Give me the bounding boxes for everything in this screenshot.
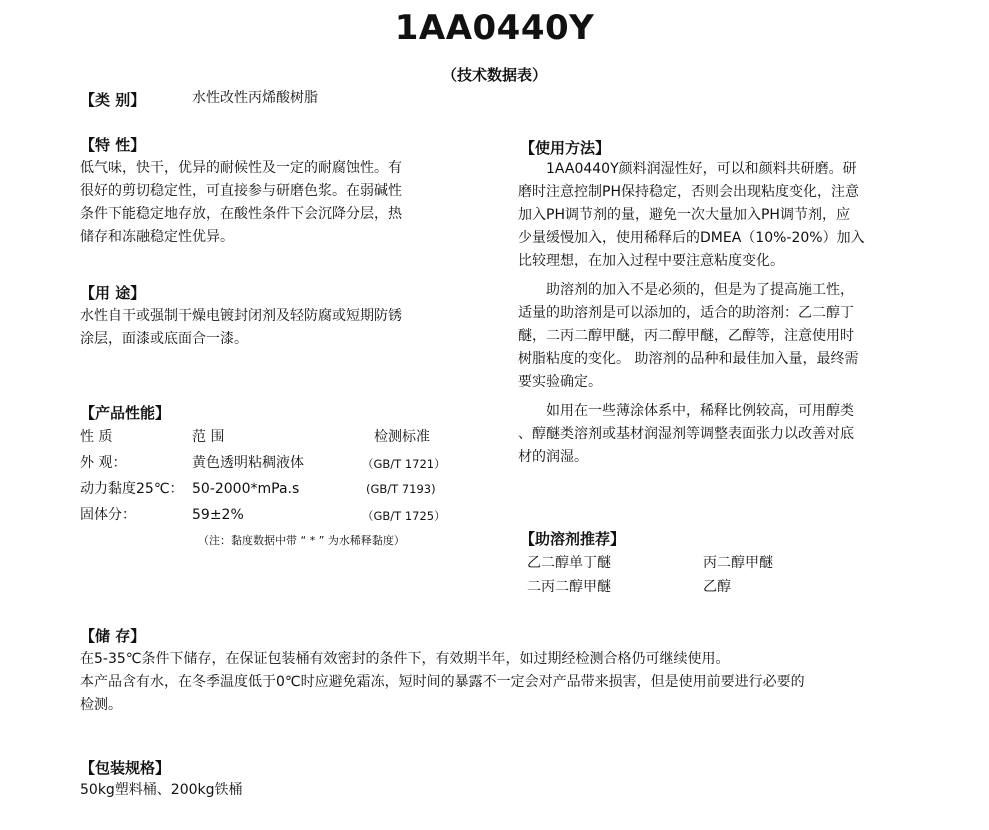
- method-heading: 【使用方法】: [520, 139, 611, 157]
- performance-col-range: 范 围: [192, 429, 225, 445]
- performance-col-property: 性 质: [80, 429, 113, 445]
- method-line: 少量缓慢加入，使用稀释后的DMEA（10%-20%）加入: [518, 230, 865, 246]
- packaging-value: 50kg塑料桶、200kg铁桶: [80, 782, 243, 798]
- features-text: [80, 157, 402, 249]
- row-viscosity-range: 50-2000*mPa.s: [192, 481, 300, 497]
- method-line: 树脂粘度的变化。 助溶剂的品种和最佳加入量，最终需: [518, 351, 859, 367]
- usage-line: 水性自干或强制干燥电镀封闭剂及轻防腐或短期防锈: [80, 308, 402, 324]
- method-line: 适量的助溶剂是可以添加的，适合的助溶剂：乙二醇丁: [518, 305, 854, 321]
- performance-heading: 【产品性能】: [80, 404, 171, 422]
- usage-heading: 【用 途】: [80, 284, 146, 302]
- method-line: 要实验确定。: [518, 374, 602, 390]
- storage-line: 检测。: [80, 697, 122, 713]
- storage-line: 本产品含有水，在冬季温度低于0℃时应避免霜冻，短时间的暴露不一定会对产品带来损害，但是使用前要进行必要的: [80, 674, 805, 690]
- storage-text: [80, 648, 940, 717]
- method-line: 醚，二丙二醇甲醚，丙二醇甲醚，乙醇等，注意使用时: [518, 328, 854, 344]
- row-appearance-property: 外 观：: [80, 455, 127, 471]
- row-solids-range: 59±2%: [192, 507, 244, 523]
- row-viscosity-property: 动力黏度25℃：: [80, 481, 184, 497]
- row-appearance-standard: （GB/T 1721）: [362, 457, 446, 471]
- cosolvent-item: 丙二醇甲醚: [703, 555, 773, 571]
- method-line: 助溶剂的加入不是必须的，但是为了提高施工性，: [546, 282, 854, 298]
- document-title: 1AA0440Y: [394, 8, 595, 48]
- row-solids-property: 固体分：: [80, 507, 136, 523]
- features-line: 低气味，快干，优异的耐候性及一定的耐腐蚀性。有: [80, 160, 402, 176]
- method-line: 如用在一些薄涂体系中，稀释比例较高，可用醇类: [546, 403, 854, 419]
- method-line: 比较理想，在加入过程中要注意粘度变化。: [518, 253, 784, 269]
- performance-note: （注：黏度数据中带 “ * ” 为水稀释黏度）: [198, 534, 405, 547]
- cosolvent-item: 乙醇: [703, 579, 731, 595]
- usage-text: [80, 305, 402, 351]
- category-value: 水性改性丙烯酸树脂: [192, 90, 318, 106]
- row-appearance-range: 黄色透明粘稠液体: [192, 455, 304, 471]
- category-heading: 【类 别】: [80, 91, 146, 109]
- storage-heading: 【储 存】: [80, 627, 146, 645]
- method-text: [518, 158, 865, 469]
- cosolvents-heading: 【助溶剂推荐】: [520, 530, 626, 548]
- document-subtitle: （技术数据表）: [441, 66, 547, 84]
- method-line: 1AA0440Y颜料润湿性好，可以和颜料共研磨。研: [546, 161, 857, 177]
- features-line: 很好的剪切稳定性，可直接参与研磨色浆。在弱碱性: [80, 183, 402, 199]
- packaging-heading: 【包装规格】: [80, 759, 171, 777]
- method-line: 材的润湿。: [518, 449, 588, 465]
- method-line: 、醇醚类溶剂或基材润湿剂等调整表面张力以改善对底: [518, 426, 854, 442]
- features-heading: 【特 性】: [80, 136, 146, 154]
- performance-col-standard: 检测标准: [374, 429, 430, 445]
- usage-line: 涂层，面漆或底面合一漆。: [80, 331, 248, 347]
- features-line: 条件下能稳定地存放，在酸性条件下会沉降分层，热: [80, 206, 402, 222]
- storage-line: 在5-35℃条件下储存，在保证包装桶有效密封的条件下，有效期半年，如过期经检测合格仍可继续使用。: [80, 651, 730, 667]
- cosolvent-item: 乙二醇单丁醚: [527, 555, 611, 571]
- method-line: 磨时注意控制PH保持稳定，否则会出现粘度变化，注意: [518, 184, 859, 200]
- row-viscosity-standard: (GB/T 7193): [366, 482, 436, 496]
- cosolvent-item: 二丙二醇甲醚: [527, 579, 611, 595]
- method-line: 加入PH调节剂的量，避免一次大量加入PH调节剂，应: [518, 207, 850, 223]
- row-solids-standard: （GB/T 1725）: [362, 509, 446, 523]
- features-line: 储存和冻融稳定性优异。: [80, 229, 234, 245]
